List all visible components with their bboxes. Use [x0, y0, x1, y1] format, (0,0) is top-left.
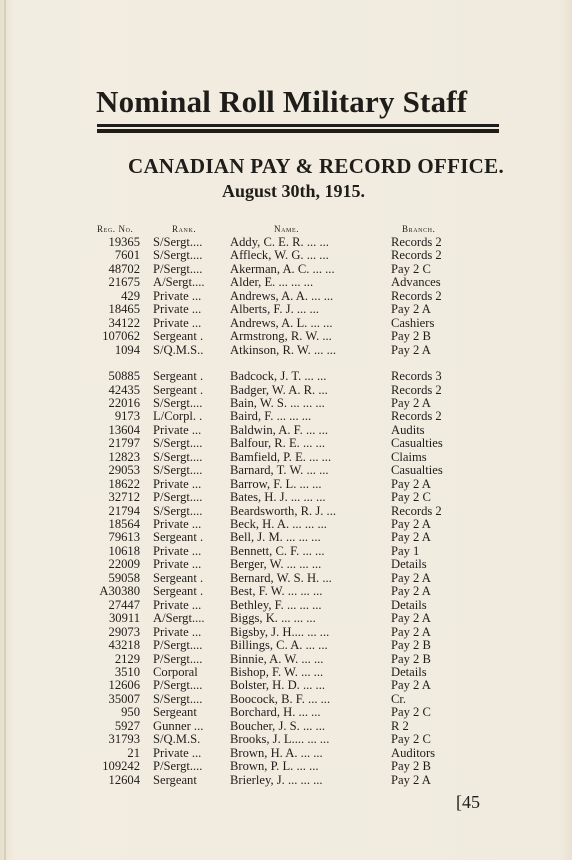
reg-no-cell: 429 [121, 288, 140, 303]
table-row [0, 490, 572, 504]
reg-no-cell: 29073 [108, 624, 140, 639]
branch-cell: Records 2 [391, 288, 442, 303]
branch-cell: Details [391, 597, 427, 612]
table-row [0, 329, 572, 343]
name-cell: Berger, W. ... ... ... [230, 557, 322, 572]
rank-cell: S/Sergt.... [153, 395, 203, 410]
reg-no-cell: 7601 [114, 248, 140, 263]
table-row [0, 652, 572, 666]
table-row [0, 436, 572, 450]
table-row [0, 638, 572, 652]
rank-cell: Sergeant . [153, 382, 204, 397]
branch-cell: Cashiers [391, 315, 435, 330]
reg-no-cell: 950 [121, 705, 140, 720]
name-cell: Beardsworth, R. J. ... [230, 503, 336, 518]
branch-cell: Casualties [391, 436, 443, 451]
name-cell: Brooks, J. L.... ... ... [230, 732, 330, 747]
name-cell: Armstrong, R. W. ... [230, 329, 332, 344]
reg-no-cell: 35007 [108, 691, 140, 706]
table-row [0, 463, 572, 477]
table-row [0, 383, 572, 397]
rank-cell: S/Sergt.... [153, 691, 203, 706]
rank-cell: Corporal [153, 664, 198, 679]
name-cell: Badcock, J. T. ... ... [230, 369, 327, 384]
name-cell: Baldwin, A. F. ... ... [230, 422, 329, 437]
table-row [0, 598, 572, 612]
rank-cell: P/Sergt.... [153, 759, 203, 774]
reg-no-cell: 50885 [108, 369, 140, 384]
name-cell: Bernard, W. S. H. ... [230, 570, 332, 585]
name-cell: Billings, C. A. ... ... [230, 638, 328, 652]
name-cell: Boucher, J. S. ... ... [230, 718, 325, 733]
name-cell: Brierley, J. ... ... ... [230, 772, 323, 787]
table-row [0, 369, 572, 383]
rank-cell: Private ... [153, 517, 202, 531]
column-header-name: Name. [274, 224, 300, 234]
reg-no-cell: 3510 [114, 664, 140, 679]
table-row [0, 530, 572, 544]
branch-cell: Pay 2 A [391, 678, 431, 693]
name-cell: Alberts, F. J. ... ... [230, 302, 319, 317]
reg-no-cell: 59058 [108, 570, 140, 585]
table-row [0, 584, 572, 598]
rank-cell: S/Sergt.... [153, 436, 203, 451]
reg-no-cell: 30911 [108, 611, 140, 626]
rank-cell: Private ... [153, 422, 202, 437]
rank-cell: Private ... [153, 288, 202, 303]
table-row [0, 235, 572, 249]
rank-cell: S/Sergt.... [153, 235, 203, 249]
reg-no-cell: 29053 [108, 463, 140, 478]
rank-cell: Private ... [153, 476, 202, 491]
table-row [0, 248, 572, 262]
name-cell: Barnard, T. W. ... ... [230, 463, 329, 478]
reg-no-cell: 13604 [108, 422, 140, 437]
column-header-rank: Rank. [172, 224, 197, 234]
reg-no-cell: 12606 [108, 678, 140, 693]
branch-cell: Advances [391, 275, 441, 290]
rank-cell: Private ... [153, 557, 202, 572]
branch-cell: Auditors [391, 745, 436, 760]
branch-cell: Pay 2 A [391, 302, 431, 317]
table-row [0, 517, 572, 531]
table-row [0, 504, 572, 518]
table-row [0, 343, 572, 357]
table-row [0, 275, 572, 289]
rank-cell: Sergeant . [153, 530, 204, 545]
branch-cell: R 2 [391, 718, 409, 733]
reg-no-cell: 21 [127, 745, 140, 760]
name-cell: Beck, H. A. ... ... ... [230, 517, 327, 531]
table-row [0, 544, 572, 558]
name-cell: Baird, F. ... ... ... [230, 409, 312, 424]
branch-cell: Pay 2 A [391, 772, 431, 787]
rank-cell: Sergeant [153, 772, 197, 787]
page-title: Nominal Roll Military Staff [96, 84, 468, 119]
table-row [0, 262, 572, 276]
table-row [0, 289, 572, 303]
rank-cell: Sergeant . [153, 584, 204, 599]
reg-no-cell: 1094 [114, 342, 140, 357]
column-header-reg-no: Reg. No. [97, 224, 134, 234]
rank-cell: Private ... [153, 302, 202, 317]
rank-cell: S/Sergt.... [153, 248, 203, 263]
branch-cell: Pay 2 A [391, 342, 431, 357]
reg-no-cell: 31793 [108, 732, 140, 747]
branch-cell: Records 2 [391, 248, 442, 263]
table-row [0, 611, 572, 625]
rank-cell: S/Q.M.S.. [153, 342, 204, 357]
branch-cell: Pay 2 B [391, 759, 431, 774]
reg-no-cell: 12823 [108, 449, 140, 464]
branch-cell: Audits [391, 422, 425, 437]
table-row [0, 746, 572, 760]
reg-no-cell: 21794 [108, 503, 140, 518]
reg-no-cell: 10618 [108, 543, 140, 558]
branch-cell: Pay 2 C [391, 705, 431, 720]
reg-no-cell: 18564 [108, 517, 140, 531]
rank-cell: Sergeant [153, 705, 197, 720]
rank-cell: S/Sergt.... [153, 503, 203, 518]
branch-cell: Records 3 [391, 369, 442, 384]
rank-cell: Sergeant . [153, 570, 204, 585]
table-row [0, 705, 572, 719]
name-cell: Akerman, A. C. ... ... [230, 261, 335, 276]
title-rule-thick [97, 129, 499, 133]
reg-no-cell: 18465 [108, 302, 140, 317]
branch-cell: Claims [391, 449, 427, 464]
branch-cell: Pay 2 A [391, 517, 431, 531]
reg-no-cell: 12604 [108, 772, 140, 787]
reg-no-cell: 27447 [108, 597, 140, 612]
rank-cell: A/Sergt.... [153, 611, 205, 626]
reg-no-cell: 9173 [114, 409, 140, 424]
branch-cell: Pay 2 C [391, 732, 431, 747]
branch-cell: Casualties [391, 463, 443, 478]
name-cell: Biggs, K. ... ... ... [230, 611, 316, 626]
branch-cell: Pay 2 A [391, 395, 431, 410]
table-row [0, 719, 572, 733]
branch-cell: Pay 2 B [391, 651, 431, 666]
branch-cell: Pay 2 A [391, 570, 431, 585]
name-cell: Andrews, A. A. ... ... [230, 288, 334, 303]
name-cell: Bennett, C. F. ... ... [230, 543, 325, 558]
reg-no-cell: 43218 [108, 638, 140, 652]
reg-no-cell: 109242 [102, 759, 140, 774]
table-row [0, 316, 572, 330]
name-cell: Alder, E. ... ... ... [230, 275, 314, 290]
reg-no-cell: 22009 [108, 557, 140, 572]
branch-cell: Pay 2 A [391, 624, 431, 639]
name-cell: Barrow, F. L. ... ... [230, 476, 322, 491]
branch-cell: Records 2 [391, 382, 442, 397]
reg-no-cell: 2129 [114, 651, 140, 666]
name-cell: Atkinson, R. W. ... ... [230, 342, 337, 357]
title-rule-thin [97, 124, 499, 127]
reg-no-cell: 32712 [108, 490, 140, 505]
office-heading: CANADIAN PAY & RECORD OFFICE. [128, 154, 505, 178]
rank-cell: Sergeant . [153, 329, 204, 344]
name-cell: Bishop, F. W. ... ... [230, 664, 324, 679]
table-row [0, 759, 572, 773]
rank-cell: S/Q.M.S. [153, 732, 201, 747]
branch-cell: Pay 2 B [391, 638, 431, 652]
name-cell: Binnie, A. W. ... ... [230, 651, 324, 666]
rank-cell: S/Sergt.... [153, 463, 203, 478]
rank-cell: P/Sergt.... [153, 678, 203, 693]
name-cell: Brown, P. L. ... ... [230, 759, 319, 774]
reg-no-cell: 5927 [114, 718, 140, 733]
branch-cell: Pay 2 A [391, 611, 431, 626]
name-cell: Bolster, H. D. ... ... [230, 678, 325, 693]
rank-cell: P/Sergt.... [153, 261, 203, 276]
rank-cell: Sergeant . [153, 369, 204, 384]
branch-cell: Pay 2 A [391, 584, 431, 599]
reg-no-cell: A30380 [99, 584, 140, 599]
rank-cell: S/Sergt.... [153, 449, 203, 464]
name-cell: Best, F. W. ... ... ... [230, 584, 323, 599]
table-row [0, 773, 572, 787]
branch-cell: Pay 2 C [391, 261, 431, 276]
reg-no-cell: 79613 [108, 530, 140, 545]
rank-cell: Private ... [153, 745, 202, 760]
branch-cell: Pay 2 A [391, 530, 431, 545]
reg-no-cell: 21675 [108, 275, 140, 290]
name-cell: Bamfield, P. E. ... ... [230, 449, 332, 464]
table-row [0, 665, 572, 679]
name-cell: Addy, C. E. R. ... ... [230, 235, 329, 249]
rank-cell: Gunner ... [153, 718, 204, 733]
name-cell: Bethley, F. ... ... ... [230, 597, 322, 612]
branch-cell: Cr. [391, 691, 407, 706]
name-cell: Borchard, H. ... ... [230, 705, 321, 720]
name-cell: Badger, W. A. R. ... [230, 382, 328, 397]
table-row [0, 477, 572, 491]
table-row [0, 692, 572, 706]
branch-cell: Pay 1 [391, 543, 420, 558]
name-cell: Brown, H. A. ... ... [230, 745, 323, 760]
reg-no-cell: 18622 [108, 476, 140, 491]
table-row [0, 396, 572, 410]
table-row [0, 423, 572, 437]
branch-cell: Records 2 [391, 235, 442, 249]
table-row [0, 732, 572, 746]
table-row [0, 302, 572, 316]
roll-date: August 30th, 1915. [222, 181, 366, 201]
rank-cell: P/Sergt.... [153, 490, 203, 505]
table-row [0, 450, 572, 464]
rank-cell: Private ... [153, 624, 202, 639]
branch-cell: Pay 2 C [391, 490, 431, 505]
reg-no-cell: 22016 [108, 395, 140, 410]
column-header-branch: Branch. [402, 224, 436, 234]
branch-cell: Records 2 [391, 503, 442, 518]
reg-no-cell: 42435 [108, 382, 140, 397]
name-cell: Boocock, B. F. ... ... [230, 691, 331, 706]
branch-cell: Details [391, 557, 427, 572]
name-cell: Bates, H. J. ... ... ... [230, 490, 326, 505]
name-cell: Bain, W. S. ... ... ... [230, 395, 325, 410]
rank-cell: Private ... [153, 543, 202, 558]
reg-no-cell: 21797 [108, 436, 140, 451]
name-cell: Affleck, W. G. ... ... [230, 248, 329, 263]
reg-no-cell: 48702 [108, 261, 140, 276]
rank-cell: P/Sergt.... [153, 651, 203, 666]
rank-cell: Private ... [153, 597, 202, 612]
branch-cell: Pay 2 A [391, 476, 431, 491]
reg-no-cell: 107062 [102, 329, 140, 344]
table-row [0, 409, 572, 423]
branch-cell: Details [391, 664, 427, 679]
rank-cell: Private ... [153, 315, 202, 330]
rank-cell: L/Corpl. . [153, 409, 203, 424]
name-cell: Bell, J. M. ... ... ... [230, 530, 321, 545]
reg-no-cell: 34122 [108, 315, 140, 330]
name-cell: Bigsby, J. H.... ... ... [230, 624, 330, 639]
page-number: [45 [456, 792, 480, 812]
table-row [0, 571, 572, 585]
table-row [0, 678, 572, 692]
branch-cell: Pay 2 B [391, 329, 431, 344]
name-cell: Balfour, R. E. ... ... [230, 436, 325, 451]
table-row [0, 625, 572, 639]
branch-cell: Records 2 [391, 409, 442, 424]
name-cell: Andrews, A. L. ... ... [230, 315, 333, 330]
rank-cell: A/Sergt.... [153, 275, 205, 290]
rank-cell: P/Sergt.... [153, 638, 203, 652]
reg-no-cell: 19365 [108, 235, 140, 249]
table-row [0, 557, 572, 571]
